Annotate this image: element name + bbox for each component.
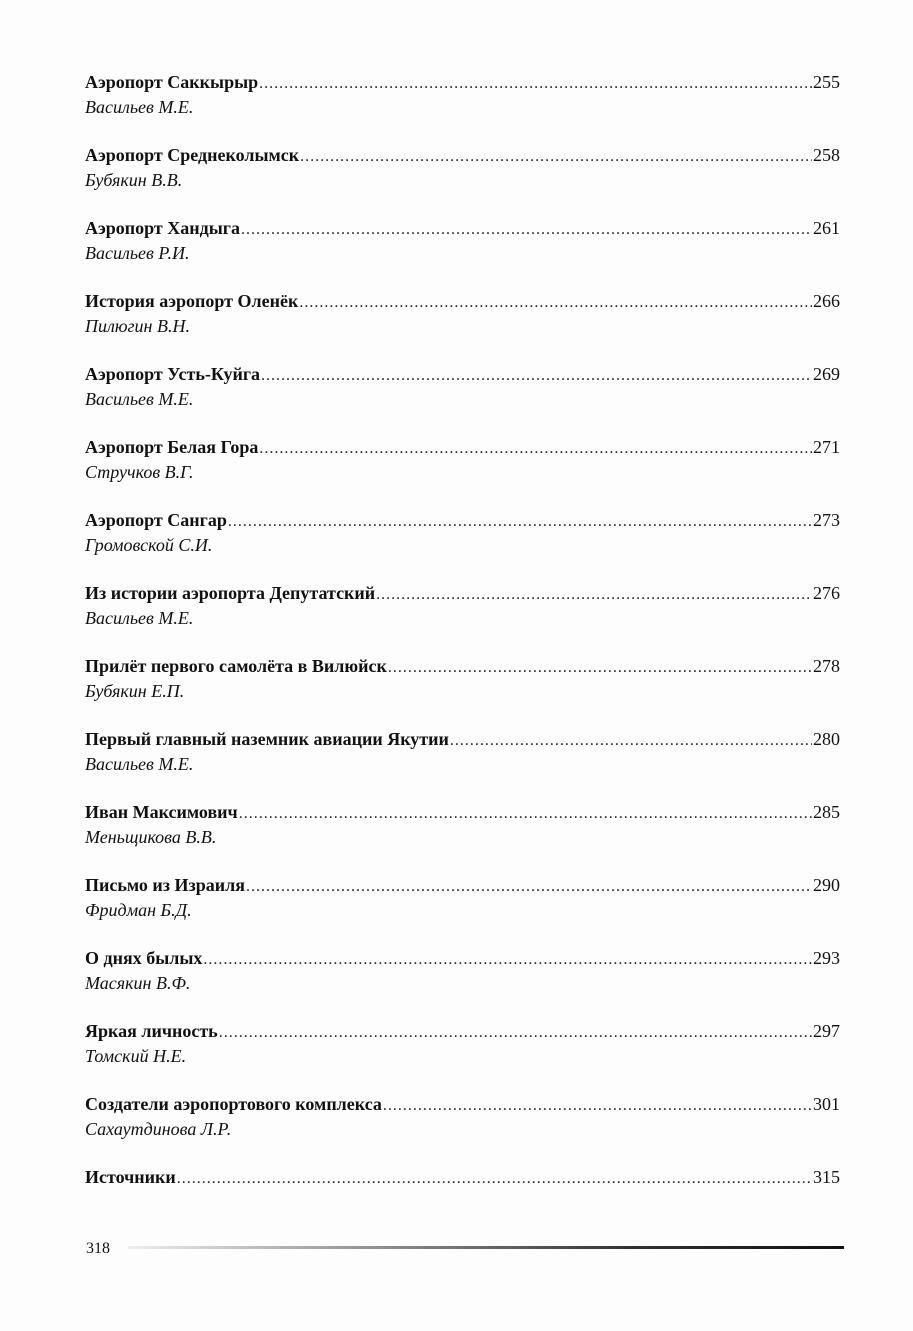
- toc-entry[interactable]: [85, 873, 840, 946]
- toc-entry-title: Создатели аэропортового комплекса: [85, 1094, 382, 1114]
- toc-entry-page: 261: [813, 218, 840, 238]
- toc-entry-page: 258: [813, 145, 840, 165]
- toc-entry-title: Аэропорт Сангар: [85, 510, 227, 530]
- toc-entry-title: Иван Максимович: [85, 802, 238, 822]
- toc-entry-author: Васильев М.Е.: [85, 754, 194, 774]
- toc-entry-line: [85, 70, 840, 96]
- toc-entry-title: Прилёт первого самолёта в Вилюйск: [85, 656, 387, 676]
- toc-entry-line: [85, 1165, 840, 1191]
- toc-entry-author: Пилюгин В.Н.: [85, 316, 190, 336]
- toc-entry-page: 278: [813, 656, 840, 676]
- toc-entry-line: [85, 216, 840, 242]
- toc-leader-dots: [388, 656, 812, 680]
- toc-leader-dots: [299, 291, 812, 315]
- toc-leader-dots: [376, 583, 812, 607]
- toc-entry-title: Письмо из Израиля: [85, 875, 245, 895]
- toc-entry-page: 273: [813, 510, 840, 530]
- footer-rule: [128, 1246, 844, 1249]
- toc-entry-title: Аэропорт Белая Гора: [85, 437, 259, 457]
- toc-entry[interactable]: [85, 435, 840, 508]
- toc-entry-author: Васильев М.Е.: [85, 608, 194, 628]
- toc-entry-author: Бубякин В.В.: [85, 170, 183, 190]
- page-number: 318: [86, 1240, 110, 1257]
- toc-entry-author: Васильев Р.И.: [85, 243, 190, 263]
- toc-entry-page: 269: [813, 364, 840, 384]
- toc-entry-author: Фридман Б.Д.: [85, 900, 192, 920]
- toc-entry-line: [85, 362, 840, 388]
- toc-entry-author: Громовской С.И.: [85, 535, 213, 555]
- toc-entry[interactable]: [85, 1165, 840, 1238]
- toc-entry[interactable]: [85, 800, 840, 873]
- toc-entry-title: Аэропорт Хандыга: [85, 218, 240, 238]
- toc-leader-dots: [259, 437, 812, 461]
- toc-leader-dots: [241, 218, 812, 242]
- toc-leader-dots: [239, 802, 812, 826]
- toc-entry-author: Стручков В.Г.: [85, 462, 194, 482]
- toc-entry-author: Васильев М.Е.: [85, 389, 194, 409]
- toc-leader-dots: [450, 729, 812, 753]
- toc-entry-line: [85, 654, 840, 680]
- toc-entry[interactable]: [85, 654, 840, 727]
- toc-entry-line: [85, 873, 840, 899]
- toc-entry-author: Сахаутдинова Л.Р.: [85, 1119, 232, 1139]
- toc-entry[interactable]: [85, 1092, 840, 1165]
- toc-leader-dots: [219, 1021, 812, 1045]
- toc-entry-line: [85, 1092, 840, 1118]
- toc-entry-title: Первый главный наземник авиации Якутии: [85, 729, 449, 749]
- toc-entry[interactable]: [85, 508, 840, 581]
- toc-entry-page: 280: [813, 729, 840, 749]
- toc-leader-dots: [203, 948, 812, 972]
- toc-entry-title: О днях былых: [85, 948, 203, 968]
- toc-entry[interactable]: [85, 143, 840, 216]
- toc-leader-dots: [261, 364, 812, 388]
- toc-entry-page: 285: [813, 802, 840, 822]
- toc-entry[interactable]: [85, 70, 840, 143]
- toc-entry-page: 297: [813, 1021, 840, 1041]
- toc-entry-title: История аэропорт Оленёк: [85, 291, 299, 311]
- toc-entry-line: [85, 581, 840, 607]
- toc-leader-dots: [383, 1094, 812, 1118]
- toc-leader-dots: [246, 875, 812, 899]
- toc-entry-line: [85, 946, 840, 972]
- toc-leader-dots: [228, 510, 812, 534]
- toc-entry-line: [85, 800, 840, 826]
- toc-entry-page: 293: [813, 948, 840, 968]
- toc-entry-title: Яркая личность: [85, 1021, 218, 1041]
- toc-entry[interactable]: [85, 581, 840, 654]
- toc-leader-dots: [177, 1167, 812, 1191]
- toc-entry-line: [85, 435, 840, 461]
- toc-entry-title: Аэропорт Усть-Куйга: [85, 364, 261, 384]
- toc-entry-author: Томский Н.Е.: [85, 1046, 187, 1066]
- toc-entry[interactable]: [85, 362, 840, 435]
- toc-entry-page: 276: [813, 583, 840, 603]
- toc-entry-page: 266: [813, 291, 840, 311]
- toc-entry-author: Васильев М.Е.: [85, 97, 194, 117]
- toc-entry-author: Меньщикова В.В.: [85, 827, 217, 847]
- toc-entry-page: 290: [813, 875, 840, 895]
- toc-entry-title: Источники: [85, 1167, 176, 1187]
- toc-entry-author: Масякин В.Ф.: [85, 973, 191, 993]
- toc-entry[interactable]: [85, 727, 840, 800]
- toc-entry-line: [85, 289, 840, 315]
- toc-entry-line: [85, 727, 840, 753]
- toc-entry-title: Аэропорт Среднеколымск: [85, 145, 300, 165]
- toc-leader-dots: [259, 72, 812, 96]
- toc-entry-line: [85, 508, 840, 534]
- toc-entry[interactable]: [85, 1019, 840, 1092]
- toc-entry-page: 315: [813, 1167, 840, 1187]
- toc-entry-author: Бубякин Е.П.: [85, 681, 185, 701]
- toc-entry[interactable]: [85, 946, 840, 1019]
- toc-entry-line: [85, 143, 840, 169]
- table-of-contents: [85, 70, 840, 1238]
- toc-entry[interactable]: [85, 216, 840, 289]
- toc-leader-dots: [300, 145, 812, 169]
- toc-entry[interactable]: [85, 289, 840, 362]
- toc-entry-title: Аэропорт Саккырыр: [85, 72, 259, 92]
- toc-entry-line: [85, 1019, 840, 1045]
- toc-entry-page: 255: [813, 72, 840, 92]
- toc-entry-title: Из истории аэропорта Депутатский: [85, 583, 376, 603]
- toc-entry-page: 271: [813, 437, 840, 457]
- toc-entry-page: 301: [813, 1094, 840, 1114]
